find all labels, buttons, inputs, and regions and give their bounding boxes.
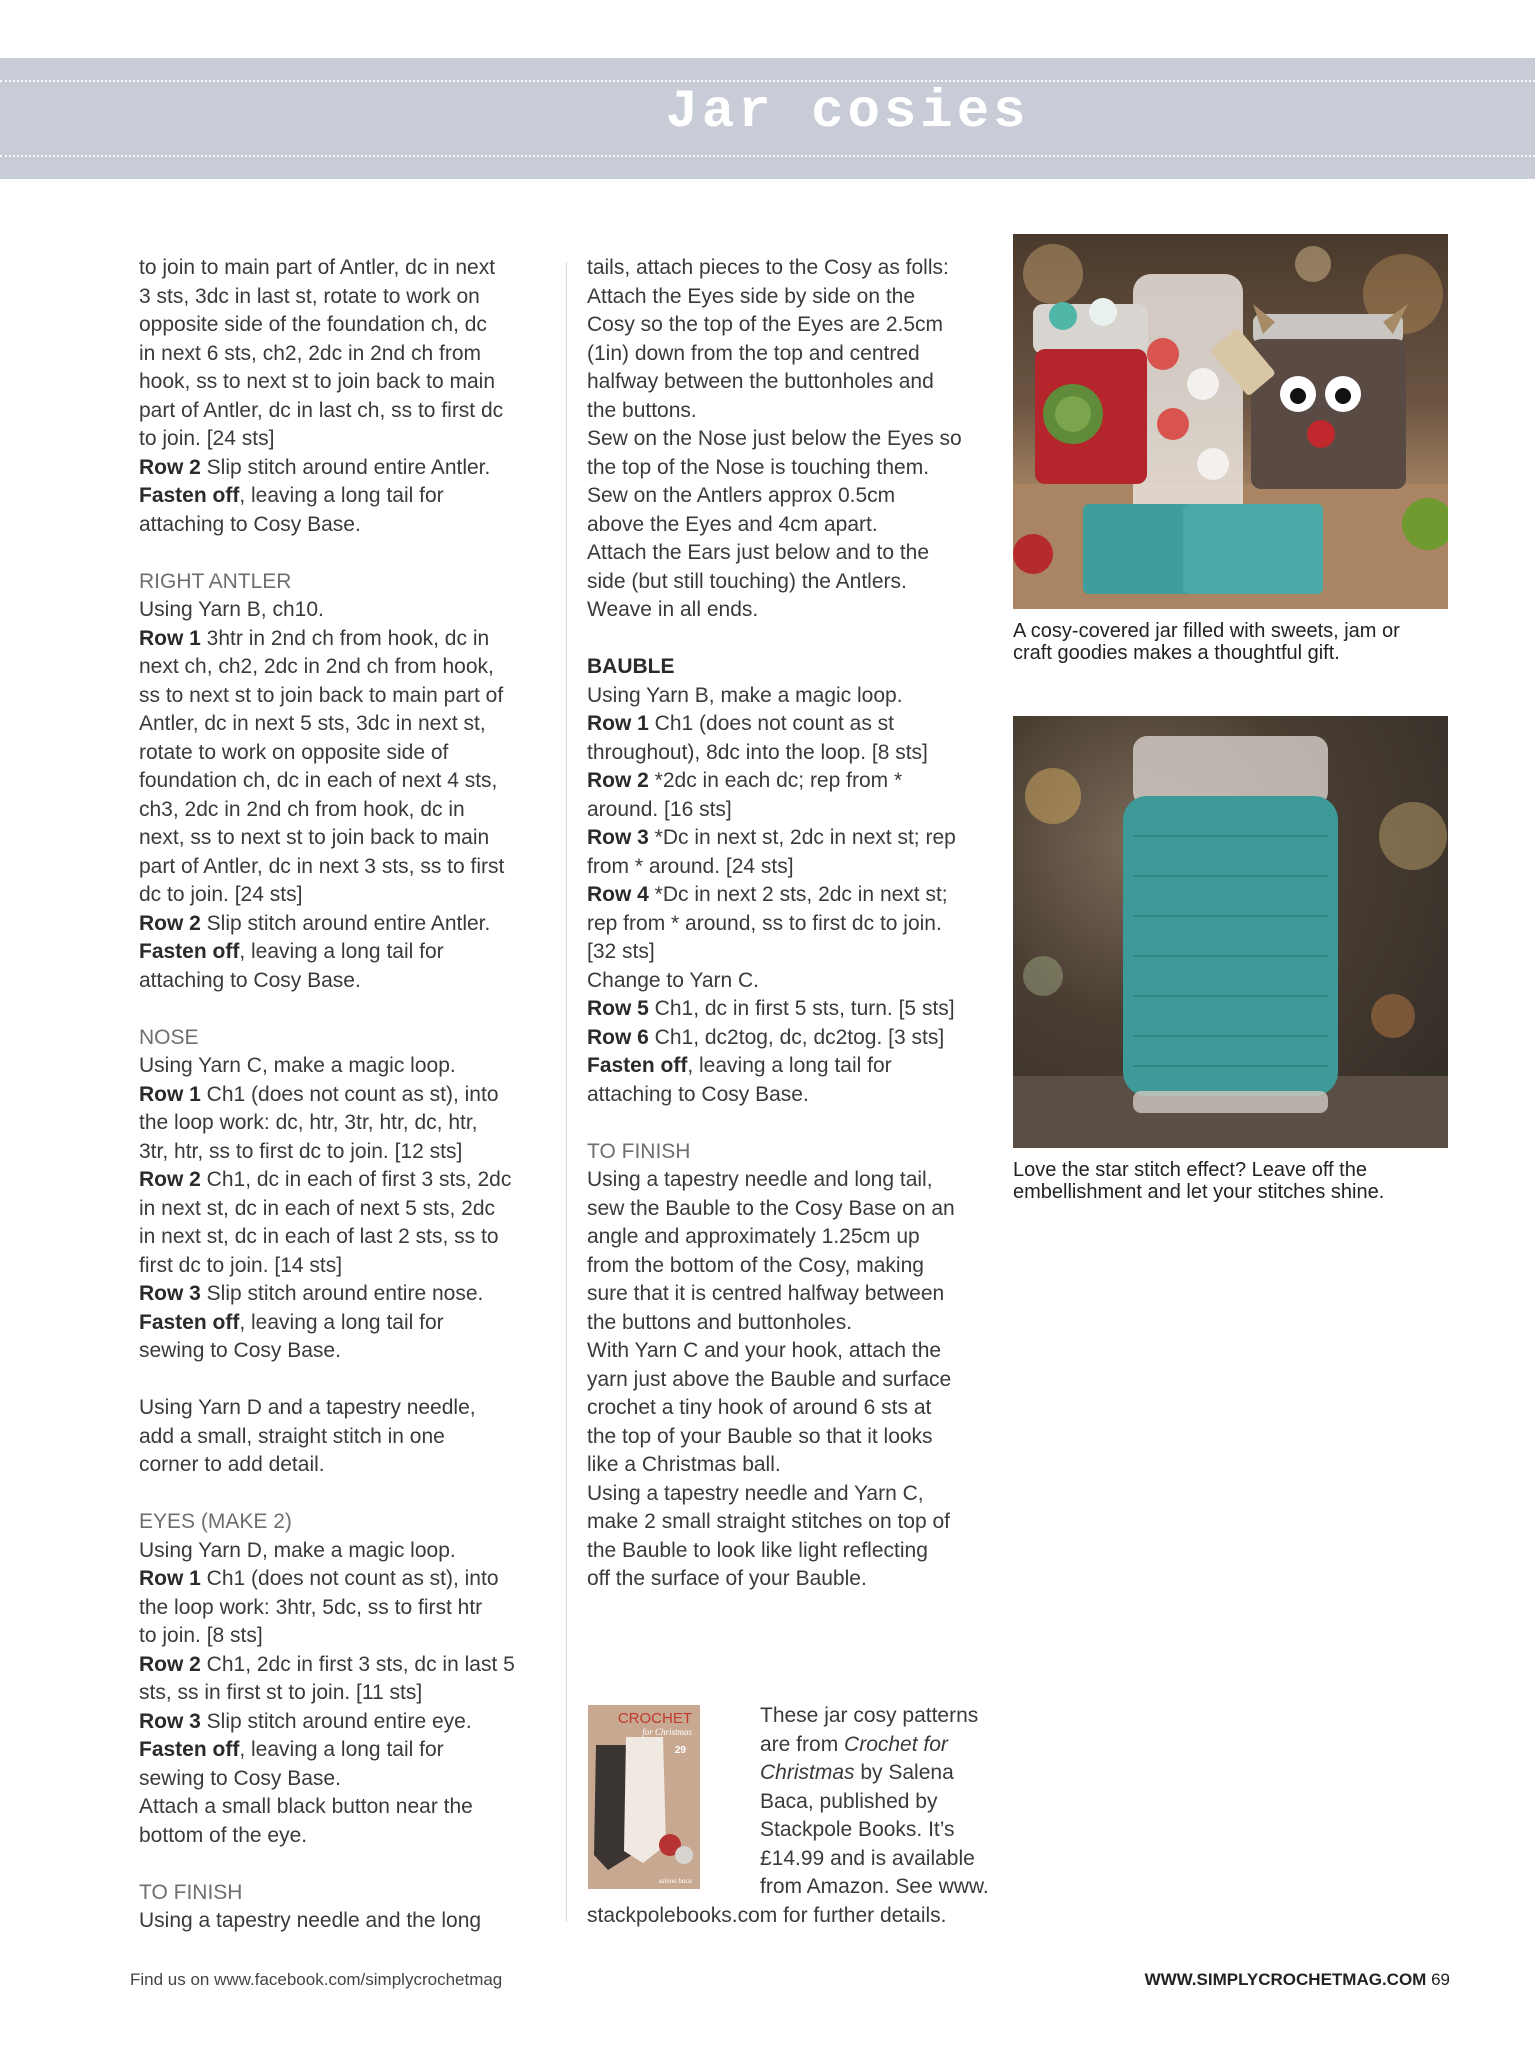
credit-text: are from	[760, 1732, 845, 1756]
text-line: the loop work: dc, htr, 3tr, htr, dc, htr,	[139, 1111, 478, 1134]
instruction-row	[587, 710, 997, 739]
text-line: Cosy so the top of the Eyes are 2.5cm	[587, 313, 944, 336]
text-line: opposite side of the foundation ch, dc	[139, 313, 487, 336]
section-heading	[587, 653, 997, 682]
credit-text: from Amazon. See www.	[760, 1875, 989, 1898]
instruction-row	[139, 482, 549, 511]
book-credit-line	[760, 1759, 1000, 1788]
text-line: around. [16 sts]	[587, 797, 732, 821]
caption-line: A cosy-covered jar filled with sweets, jam or	[1013, 620, 1400, 642]
text-line: from * around. [24 sts]	[587, 854, 794, 878]
text-line: first dc to join. [14 sts]	[139, 1253, 343, 1277]
text-line: hook, ss to next st to join back to main	[139, 370, 496, 393]
text-line: make 2 small straight stitches on top of	[587, 1510, 950, 1533]
section-heading: RIGHT ANTLER	[139, 569, 292, 593]
row-text: Ch1 (does not count as st), into	[200, 1082, 499, 1106]
row-label: Row 1	[139, 626, 201, 650]
text-line: to join. [8 sts]	[139, 1624, 263, 1647]
instruction-row	[587, 767, 997, 796]
jars-photo	[1013, 234, 1448, 609]
star-stitch-illustration	[1013, 716, 1448, 1148]
text-line: attaching to Cosy Base.	[587, 1082, 809, 1106]
text-line: ch3, 2dc in 2nd ch from hook, dc in	[139, 797, 465, 821]
book-cover-author: salena baca	[658, 1877, 692, 1885]
text-line: foundation ch, dc in each of next 4 sts,	[139, 769, 498, 792]
credit-text: by Salena	[854, 1761, 954, 1784]
text-line: like a Christmas ball.	[587, 1453, 781, 1476]
text-line: (1in) down from the top and centred	[587, 341, 920, 365]
footer-site	[1145, 1970, 1450, 1990]
section-heading: TO FINISH	[587, 1139, 691, 1163]
row-label: Fasten off	[139, 1310, 240, 1334]
row-text: *2dc in each dc; rep from *	[648, 769, 903, 792]
instruction-row	[139, 1081, 549, 1110]
row-label: Row 2	[139, 911, 201, 935]
text-line: attaching to Cosy Base.	[139, 512, 361, 536]
book-cover-illustration	[588, 1705, 700, 1889]
instruction-row	[139, 1166, 549, 1195]
instruction-row	[139, 625, 549, 654]
credit-text: Stackpole Books. It’s	[760, 1818, 955, 1841]
instruction-row	[139, 910, 549, 939]
instruction-row	[587, 881, 997, 910]
row-label: Row 5	[587, 997, 649, 1020]
row-label: Row 1	[139, 1567, 201, 1590]
text-line: the Bauble to look like light reflecting	[587, 1538, 928, 1562]
text-line: With Yarn C and your hook, attach the	[587, 1339, 942, 1362]
text-line: rep from * around, ss to first dc to join.	[587, 911, 942, 935]
text-line: part of Antler, dc in last ch, ss to first dc	[139, 398, 504, 422]
row-label: Row 6	[587, 1025, 649, 1049]
row-label: Fasten off	[139, 940, 240, 963]
instruction-row	[587, 1024, 997, 1053]
paragraph-gap	[139, 1480, 549, 1509]
text-line: Using a tapestry needle and the long	[139, 1909, 482, 1932]
row-text: , leaving a long tail for	[687, 1054, 892, 1077]
text-line: the top of the Nose is touching them.	[587, 455, 930, 479]
row-label: Row 2	[139, 1168, 201, 1191]
text-line: throughout), 8dc into the loop. [8 sts]	[587, 740, 928, 764]
text-line: sewing to Cosy Base.	[139, 1766, 341, 1790]
instruction-row	[587, 995, 997, 1024]
text-line: the loop work: 3htr, 5dc, ss to first htr	[139, 1595, 483, 1619]
text-line: next ch, ch2, 2dc in 2nd ch from hook,	[139, 655, 494, 678]
text-line: sure that it is centred halfway between	[587, 1282, 945, 1305]
book-credit-line	[760, 1788, 1000, 1817]
page-number: 69	[1431, 1970, 1450, 1989]
row-label: Row 4	[587, 883, 649, 906]
row-text: Ch1, dc2tog, dc, dc2tog. [3 sts]	[648, 1025, 945, 1049]
instruction-row	[139, 1565, 549, 1594]
text-line: to join to main part of Antler, dc in next	[139, 256, 496, 279]
text-line: Using Yarn B, make a magic loop.	[587, 683, 903, 707]
jars-photo-caption	[1013, 620, 1453, 664]
row-label: Fasten off	[587, 1054, 688, 1077]
text-line: to join. [24 sts]	[139, 427, 275, 450]
text-line: Antler, dc in next 5 sts, 3dc in next st,	[139, 712, 486, 735]
row-label: Row 2	[587, 769, 649, 792]
banner-dotted-line	[0, 155, 1535, 157]
row-text: , leaving a long tail for	[239, 940, 444, 963]
row-text: Ch1, dc in each of first 3 sts, 2dc	[200, 1168, 512, 1191]
text-line: part of Antler, dc in next 3 sts, ss to first	[139, 854, 505, 878]
text-line: in next 6 sts, ch2, 2dc in 2nd ch from	[139, 341, 482, 365]
text-line: bottom of the eye.	[139, 1823, 308, 1847]
text-line: in next st, dc in each of last 2 sts, ss to	[139, 1225, 499, 1248]
text-line: ss to next st to join back to main part of	[139, 683, 504, 707]
text-line: Using a tapestry needle and Yarn C,	[587, 1481, 924, 1505]
row-label: Row 1	[587, 712, 649, 735]
row-text: Slip stitch around entire nose.	[200, 1282, 484, 1305]
paragraph-gap	[139, 539, 549, 568]
text-line: side (but still touching) the Antlers.	[587, 569, 907, 593]
caption-line: Love the star stitch effect? Leave off the	[1013, 1159, 1367, 1181]
book-cover-image	[588, 1705, 700, 1889]
paragraph-gap	[139, 1366, 549, 1395]
paragraph-gap	[587, 1109, 997, 1138]
pattern-column-1	[139, 254, 549, 1936]
text-line: yarn just above the Bauble and surface	[587, 1367, 952, 1391]
text-line: Using Yarn D and a tapestry needle,	[139, 1396, 476, 1419]
row-label: Row 2	[139, 1652, 201, 1676]
row-text: Ch1 (does not count as st	[648, 712, 894, 735]
instruction-row	[139, 1651, 549, 1680]
text-line: Attach a small black button near the	[139, 1795, 473, 1818]
row-text: Slip stitch around entire Antler.	[200, 455, 491, 479]
row-text: Ch1, dc in first 5 sts, turn. [5 sts]	[648, 997, 955, 1020]
paragraph-gap	[139, 1850, 549, 1879]
section-heading: TO FINISH	[139, 1880, 243, 1904]
column-divider	[566, 262, 567, 1922]
text-line: sewing to Cosy Base.	[139, 1339, 341, 1362]
text-line: 3tr, htr, ss to first dc to join. [12 sts]	[139, 1139, 463, 1163]
row-text: *Dc in next st, 2dc in next st; rep	[648, 826, 956, 849]
book-credit-line	[760, 1731, 1000, 1760]
book-cover-subtitle: for Christmas	[642, 1727, 692, 1737]
text-line: halfway between the buttonholes and	[587, 370, 934, 393]
header-banner	[0, 58, 1535, 179]
text-line: the buttons.	[587, 398, 697, 422]
book-title-text: Christmas	[760, 1761, 855, 1784]
row-label: Row 3	[587, 826, 649, 849]
page-title: Jar cosies	[665, 82, 1030, 143]
instruction-row	[139, 1736, 549, 1765]
text-line: Using Yarn D, make a magic loop.	[139, 1538, 456, 1562]
row-label: Fasten off	[139, 1738, 240, 1761]
caption-line: craft goodies makes a thoughtful gift.	[1013, 642, 1340, 664]
instruction-row	[587, 1052, 997, 1081]
credit-text: Baca, published by	[760, 1789, 938, 1813]
row-text: Ch1 (does not count as st), into	[200, 1567, 499, 1590]
instruction-row	[139, 454, 549, 483]
row-text: , leaving a long tail for	[239, 1310, 444, 1334]
jars-illustration	[1013, 234, 1448, 609]
row-text: , leaving a long tail for	[239, 1738, 444, 1761]
text-line: [32 sts]	[587, 940, 655, 963]
text-line: attaching to Cosy Base.	[139, 968, 361, 992]
footer-website: WWW.SIMPLYCROCHETMAG.COM	[1144, 1970, 1427, 1989]
instruction-row	[139, 1708, 549, 1737]
book-credit-last-line: stackpolebooks.com for further details.	[587, 1904, 947, 1927]
text-line: next, ss to next st to join back to main	[139, 826, 490, 849]
row-label: Row 1	[139, 1082, 201, 1106]
row-text: *Dc in next 2 sts, 2dc in next st;	[648, 883, 948, 906]
text-line: add a small, straight stitch in one	[139, 1424, 445, 1448]
book-credit	[760, 1702, 1000, 1902]
book-cover-badge: 29	[674, 1745, 686, 1756]
footer-facebook: Find us on www.facebook.com/simplycrochetmag	[130, 1970, 503, 1989]
row-text: Ch1, 2dc in first 3 sts, dc in last 5	[200, 1652, 515, 1676]
text-line: Sew on the Antlers approx 0.5cm	[587, 484, 896, 507]
text-line: rotate to work on opposite side of	[139, 740, 449, 764]
text-line: the top of your Bauble so that it looks	[587, 1424, 933, 1448]
text-line: Weave in all ends.	[587, 598, 759, 621]
text-line: angle and approximately 1.25cm up	[587, 1225, 920, 1248]
credit-text: £14.99 and is available	[760, 1846, 975, 1870]
text-line: in next st, dc in each of next 5 sts, 2dc	[139, 1196, 496, 1220]
row-text: Slip stitch around entire eye.	[200, 1709, 472, 1733]
text-line: the buttons and buttonholes.	[587, 1310, 853, 1334]
text-line: 3 sts, 3dc in last st, rotate to work on	[139, 284, 480, 308]
text-line: Attach the Eyes side by side on the	[587, 284, 916, 308]
text-line: sts, ss in first st to join. [11 sts]	[139, 1681, 423, 1704]
text-line: tails, attach pieces to the Cosy as folls:	[587, 256, 949, 279]
text-line: Using a tapestry needle and long tail,	[587, 1168, 933, 1191]
instruction-row	[587, 824, 997, 853]
book-credit-line	[760, 1873, 1000, 1902]
instruction-row	[139, 938, 549, 967]
row-label: Fasten off	[139, 484, 240, 507]
instruction-row	[139, 1309, 549, 1338]
section-heading: NOSE	[139, 1025, 199, 1049]
star-stitch-caption	[1013, 1159, 1453, 1203]
credit-text: These jar cosy patterns	[760, 1704, 979, 1727]
caption-line: embellishment and let your stitches shine.	[1013, 1181, 1385, 1203]
text-line: Attach the Ears just below and to the	[587, 541, 930, 564]
instruction-row	[139, 1280, 549, 1309]
text-line: Using Yarn C, make a magic loop.	[139, 1054, 456, 1077]
row-label: Row 2	[139, 455, 201, 479]
text-line: above the Eyes and 4cm apart.	[587, 512, 878, 536]
text-line: crochet a tiny hook of around 6 sts at	[587, 1396, 932, 1419]
paragraph-gap	[139, 995, 549, 1024]
text-line: Change to Yarn C.	[587, 968, 759, 992]
book-credit-line	[760, 1845, 1000, 1874]
star-stitch-photo	[1013, 716, 1448, 1148]
row-text: , leaving a long tail for	[239, 484, 444, 507]
text-line: Sew on the Nose just below the Eyes so	[587, 427, 962, 450]
row-text: Slip stitch around entire Antler.	[200, 911, 491, 935]
section-heading-text: BAUBLE	[587, 655, 675, 678]
text-line: from the bottom of the Cosy, making	[587, 1253, 924, 1277]
text-line: dc to join. [24 sts]	[139, 883, 303, 906]
row-text: 3htr in 2nd ch from hook, dc in	[200, 626, 490, 650]
paragraph-gap	[587, 625, 997, 654]
row-label: Row 3	[139, 1709, 201, 1733]
book-credit-line	[760, 1816, 1000, 1845]
book-title-text: Crochet for	[844, 1732, 948, 1756]
text-line: corner to add detail.	[139, 1453, 325, 1476]
section-heading: EYES (MAKE 2)	[139, 1510, 292, 1533]
text-line: Using Yarn B, ch10.	[139, 598, 324, 621]
row-label: Row 3	[139, 1282, 201, 1305]
book-cover-title: CROCHET	[617, 1710, 692, 1727]
text-line: sew the Bauble to the Cosy Base on an	[587, 1196, 955, 1220]
text-line: off the surface of your Bauble.	[587, 1567, 867, 1590]
book-credit-line	[760, 1702, 1000, 1731]
pattern-column-2	[587, 254, 997, 1594]
